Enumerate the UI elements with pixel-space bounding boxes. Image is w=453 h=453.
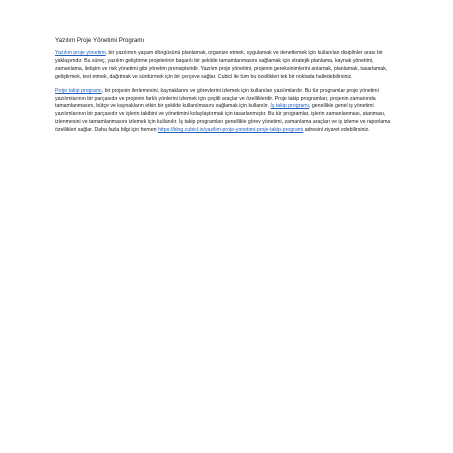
paragraph-project-tracking [55, 88, 400, 135]
document-body [55, 37, 400, 141]
paragraph-2-text-c: adresini ziyaret edebilirsiniz. [303, 127, 370, 134]
paragraph-2-text-b: , genellikle genel iş yönetimi yazılımlarının bir parçasıdır ve işlerin takibini ve yönetimini kolaylaştırmak için tasarlanmıştır. Bu tür programlar, işlerin zamanlanması, atanması, izlenmesini ve tamamlanmasını izlemek için kullanılır. İş takip programları genellikle görev yönetimi, zamanlama araçları ve iş izleme ve raporlama özellikleri sağlar. Daha fazla bilgi için hemen [55, 103, 391, 134]
document-title: Yazılım Proje Yönetimi Programı [55, 37, 145, 44]
link-software-project-management[interactable]: Yazılım proje yönetimi [55, 50, 106, 56]
paragraph-1-text: , bir yazılımın yaşam döngüsünü planlamak, organize etmek, uygulamak ve denetlemek için kullanılan disiplinler arası bir yaklaşımdır. Bu süreç, yazılım geliştirme projelerinin başarılı bir şekilde tamamlanmasını sağlamak için stratejik planlama, kaynak yönetimi, zamanlama, iletişim ve risk yönetimi gibi yönetim prensipleridir. Yazılım proje yönetimi, projenin gereksinimlerini anlamak, planlamak, tasarlamak, geliştirmek, test etmek, dağıtmak ve sürdürmek için bir çerçeve sağlar. Cubicl ile tüm bu özellikleri tek bir noktada halledebilirsiniz. [55, 50, 388, 80]
link-work-tracking-program[interactable]: İş takip programı [270, 103, 310, 110]
paragraph-2-text-a: , bir projenin ilerlemesini, kaynaklarını ve görevlerini izlemek için kullanılan yazılımlardır. Bu tür programlar proje yönetimi yazılımlarının bir parçasıdır ve projenin farklı yönlerini izlemek için çeşitli araçlar ve özelliklerdir. Proje takip programları, projenin zamanında tamamlanmasını, bütçe ve kaynakların etkin bir şekilde kullanılmasını sağlamak için kullanılır. [55, 87, 379, 110]
paragraph-software-project-management [55, 50, 400, 82]
link-blog-url[interactable]: https://blog.cubicl.io/yazilim-proje-yonetimi-proje-takip-programi [157, 127, 304, 134]
link-project-tracking-program[interactable]: Proje takip programı [55, 87, 102, 94]
